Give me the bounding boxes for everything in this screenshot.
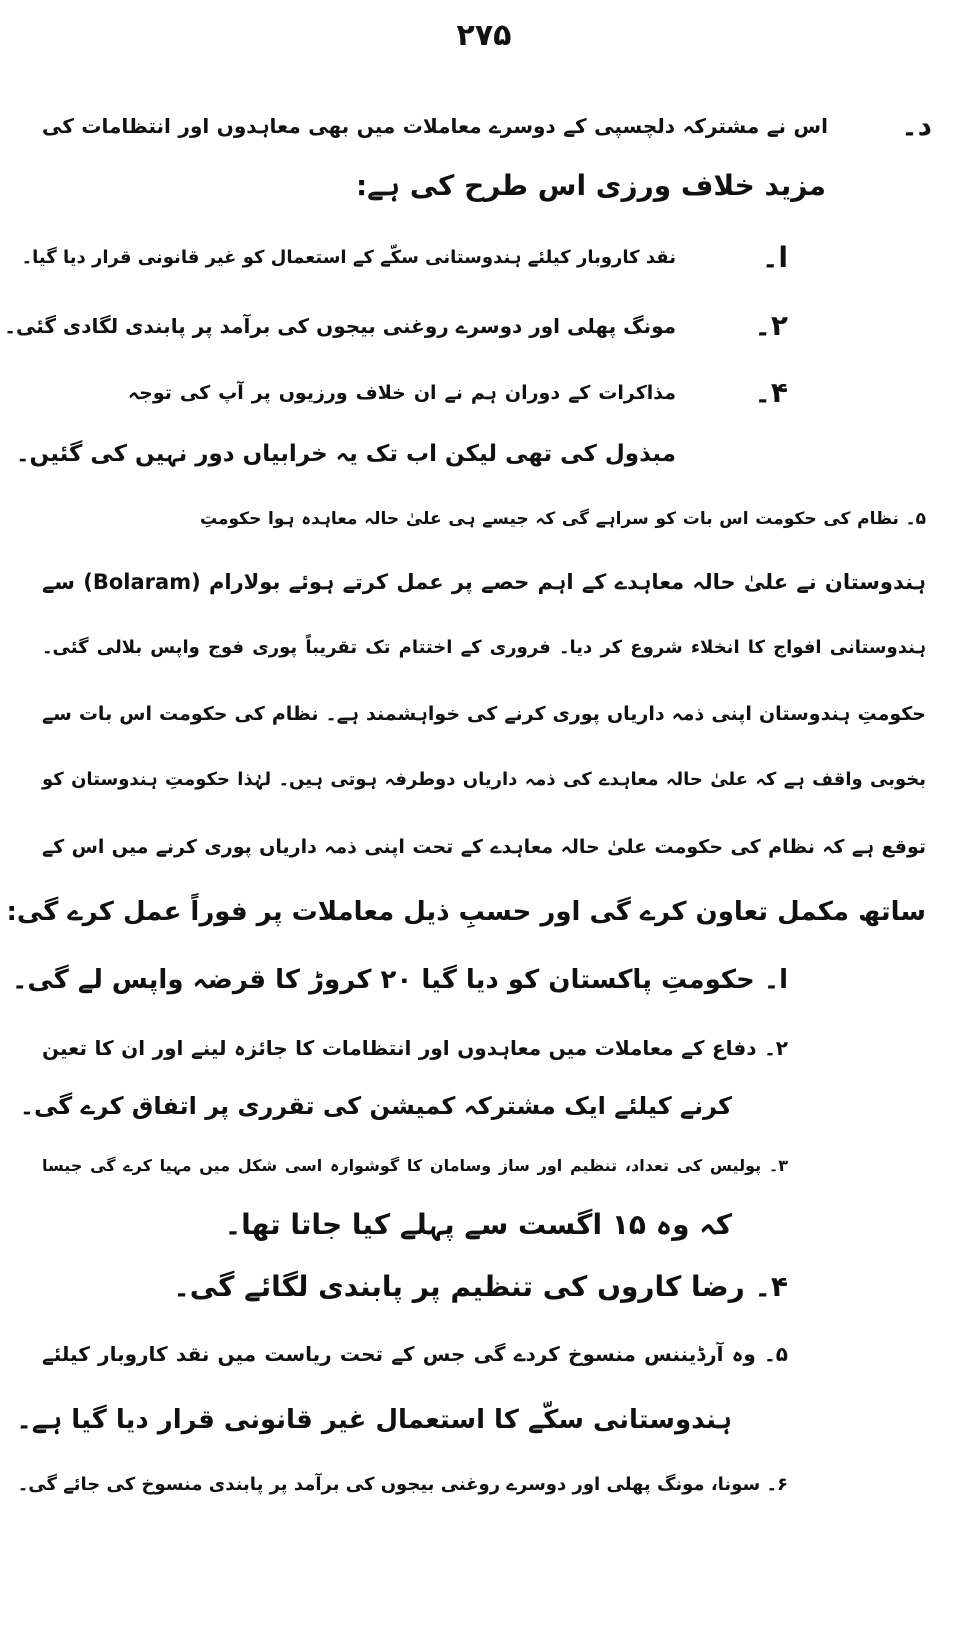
paragraph-5-item-2-line-2: کرنے کیلئے ایک مشترکہ کمیشن کی تقرری پر اتفاق کرے گی۔ bbox=[19, 1092, 732, 1120]
paragraph-5-item-6-line-1: ۶۔ سونا، مونگ پھلی اور دوسرے روغنی بیجوں کی برآمد پر پابندی منسوخ کی جائے گی۔ bbox=[17, 1474, 788, 1495]
paragraph-5-line-2: ہندوستان نے علیٰ حالہ معاہدے کے اہم حصے پر عمل کرتے ہوئے بولارام (Bolaram) سے bbox=[42, 570, 926, 594]
section-d-item-1-line-1: نقد کاروبار کیلئے ہندوستانی سکّے کے استعمال کو غیر قانونی قرار دیا گیا۔ bbox=[21, 247, 676, 268]
section-d-item-1-marker: ا۔ bbox=[761, 241, 788, 274]
paragraph-5-item-4-line-1: ۴۔ رضا کاروں کی تنظیم پر پابندی لگائے گی۔ bbox=[173, 1270, 788, 1303]
paragraph-5-item-5-line-1: ۵۔ وہ آرڈیننس منسوخ کردے گی جس کے تحت ریاست میں نقد کاروبار کیلئے bbox=[42, 1342, 788, 1366]
section-d-item-2-line-1: مونگ پھلی اور دوسرے روغنی بیجوں کی برآمد پر پابندی لگادی گئی۔ bbox=[4, 314, 676, 338]
section-d-line-1: اس نے مشترکہ دلچسپی کے دوسرے معاملات میں بھی معاہدوں اور انتظامات کی bbox=[42, 114, 828, 138]
section-d-marker: د۔ bbox=[901, 109, 932, 142]
paragraph-5-item-2-line-1: ۲۔ دفاع کے معاملات میں معاہدوں اور انتظامات کا جائزہ لینے اور ان کا تعین bbox=[42, 1036, 788, 1060]
paragraph-5-line-5: بخوبی واقف ہے کہ علیٰ حالہ معاہدے کی ذمہ داریاں دوطرفہ ہوتی ہیں۔ لہٰذا حکومتِ ہندوستان کو bbox=[42, 769, 926, 790]
paragraph-5-item-3-line-1: ۳۔ پولیس کی تعداد، تنظیم اور ساز وسامان کا گوشوارہ اسی شکل میں مہیا کرے گی جیسا bbox=[42, 1156, 788, 1175]
section-d-item-2-marker: ۲۔ bbox=[754, 309, 788, 342]
paragraph-5-line-1: ۵۔ نظام کی حکومت اس بات کو سراہے گی کہ جیسے ہی علیٰ حالہ معاہدہ ہوا حکومتِ bbox=[200, 509, 926, 529]
paragraph-5-item-1-line-1: ا۔ حکومتِ پاکستان کو دیا گیا ۲۰ کروڑ کا قرضہ واپس لے گی۔ bbox=[12, 965, 788, 995]
page-number: ۲۷۵ bbox=[456, 18, 512, 53]
paragraph-5-line-3: ہندوستانی افواج کا انخلاء شروع کر دیا۔ فروری کے اختتام تک تقریباً پوری فوج واپس بلالی گئی۔ bbox=[42, 637, 926, 658]
section-d-item-3-line-1: مذاکرات کے دوران ہم نے ان خلاف ورزیوں پر آپ کی توجہ bbox=[128, 382, 676, 404]
section-d-item-3-marker: ۴۔ bbox=[754, 376, 788, 409]
paragraph-5-item-5-line-2: ہندوستانی سکّے کا استعمال غیر قانونی قرار دیا گیا ہے۔ bbox=[16, 1405, 732, 1435]
paragraph-5-line-6: توقع ہے کہ نظام کی حکومت علیٰ حالہ معاہدے کے تحت اپنی ذمہ داریاں پوری کرنے میں اس کے bbox=[42, 836, 926, 858]
paragraph-5-line-7: ساتھ مکمل تعاون کرے گی اور حسبِ ذیل معاملات پر فوراً عمل کرے گی: bbox=[6, 897, 926, 927]
section-d-line-2: مزید خلاف ورزی اس طرح کی ہے: bbox=[355, 169, 826, 202]
paragraph-5-line-4: حکومتِ ہندوستان اپنی ذمہ داریاں پوری کرنے کی خواہشمند ہے۔ نظام کی حکومت اس بات سے bbox=[42, 703, 926, 725]
paragraph-5-item-3-line-2: کہ وہ ۱۵ اگست سے پہلے کیا جاتا تھا۔ bbox=[224, 1208, 732, 1241]
section-d-item-3-line-2: مبذول کی تھی لیکن اب تک یہ خرابیاں دور نہیں کی گئیں۔ bbox=[16, 441, 676, 467]
